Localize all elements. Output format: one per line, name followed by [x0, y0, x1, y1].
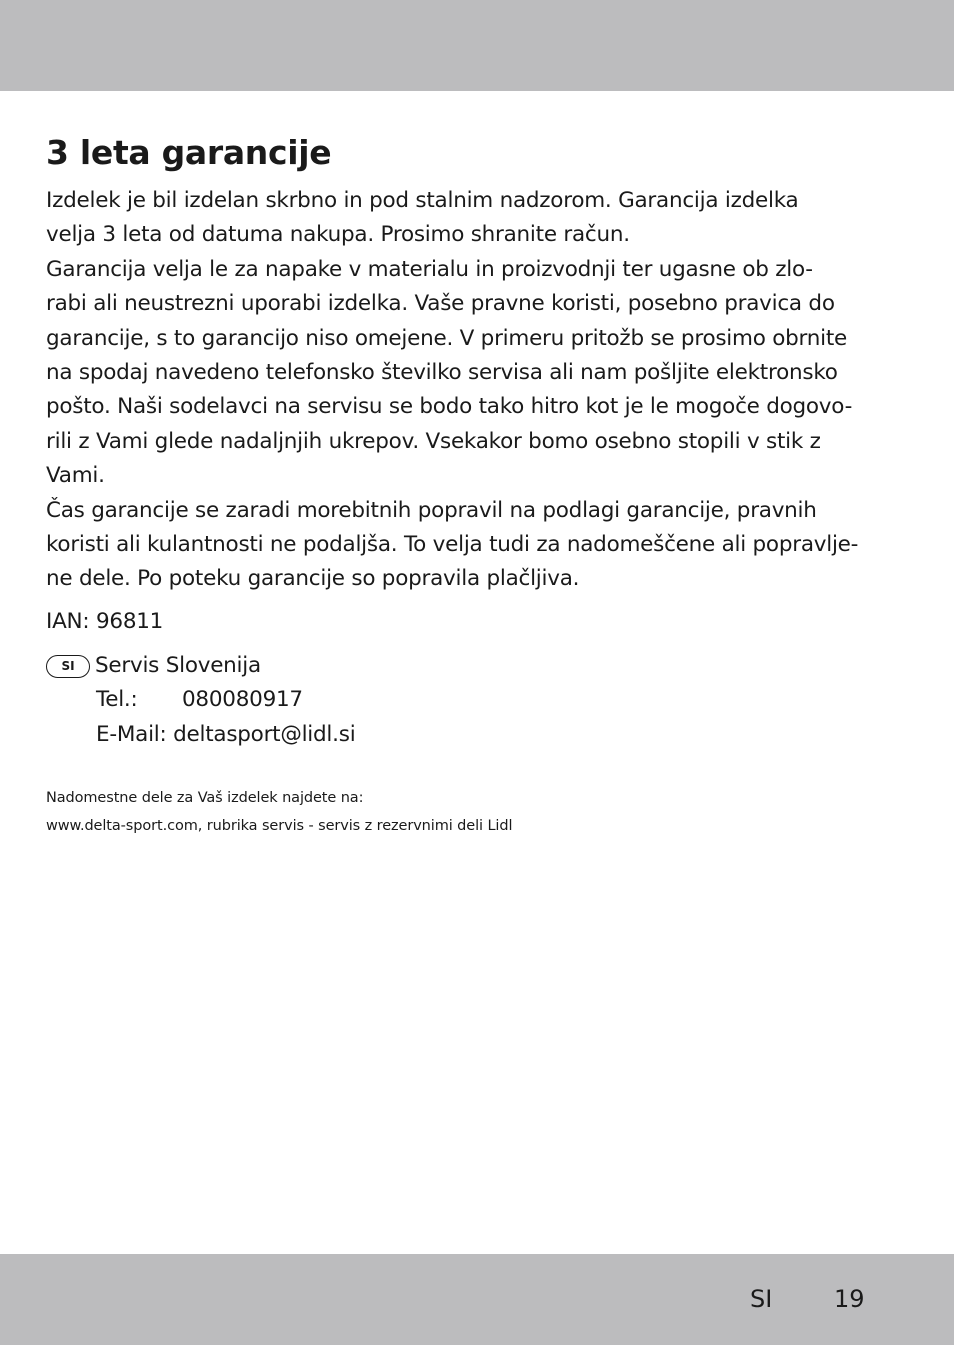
- paragraph-line: na spodaj navedeno telefonsko številko servisa ali nam pošljite elektronsko: [46, 360, 838, 386]
- paragraph-line: rili z Vami glede nadaljnjih ukrepov. Vsekakor bomo osebno stopili v stik z: [46, 428, 821, 454]
- ian-number: IAN: 96811: [46, 608, 164, 634]
- main-content: [46, 131, 912, 840]
- tel-label: Tel.:: [96, 687, 138, 713]
- paragraph-line: Garancija velja le za napake v materialu in proizvodnji ter ugasne ob zlo-: [46, 256, 813, 282]
- paragraph-line: Čas garancije se zaradi morebitnih popravil na podlagi garancije, pravnih: [46, 497, 817, 523]
- page-number: 19: [834, 1285, 865, 1313]
- paragraph-line: rabi ali neustrezni uporabi izdelka. Vaše pravne koristi, posebno pravica do: [46, 291, 835, 317]
- service-email-row: [46, 718, 912, 752]
- email-label: E-Mail:: [96, 721, 167, 747]
- paragraph-line: ne dele. Po poteku garancije so popravila plačljiva.: [46, 566, 580, 592]
- paragraph-line: Izdelek je bil izdelan skrbno in pod stalnim nadzorom. Garancija izdelka: [46, 188, 799, 213]
- paragraph-line: pošto. Naši sodelavci na servisu se bodo tako hitro kot je le mogoče dogovo-: [46, 394, 853, 420]
- footer-language: SI: [750, 1285, 773, 1313]
- service-tel-row: [46, 683, 912, 717]
- page-title: 3 leta garancije: [46, 133, 332, 172]
- tel-value: 080080917: [182, 687, 303, 713]
- warranty-paragraph: [46, 184, 912, 597]
- paragraph-line: velja 3 leta od datuma nakupa. Prosimo shranite račun.: [46, 222, 630, 248]
- footer-band: [0, 1254, 954, 1345]
- spare-parts-line: Nadomestne dele za Vaš izdelek najdete na:: [46, 790, 364, 807]
- service-name-row: [46, 649, 912, 683]
- paragraph-line: garancije, s to garancijo niso omejene. V primeru pritožb se prosimo obrnite: [46, 325, 847, 351]
- service-name: Servis Slovenija: [95, 652, 261, 678]
- paragraph-line: Vami.: [46, 463, 105, 489]
- service-contact: [46, 649, 912, 752]
- spare-parts-note: [46, 784, 912, 840]
- spare-parts-line: www.delta-sport.com, rubrika servis - servis z rezervnimi deli Lidl: [46, 818, 513, 835]
- country-badge-icon: SI: [46, 655, 90, 678]
- email-value: deltasport@lidl.si: [173, 721, 356, 747]
- paragraph-line: koristi ali kulantnosti ne podaljša. To velja tudi za nadomeščene ali popravlje-: [46, 532, 859, 558]
- header-band: [0, 0, 954, 91]
